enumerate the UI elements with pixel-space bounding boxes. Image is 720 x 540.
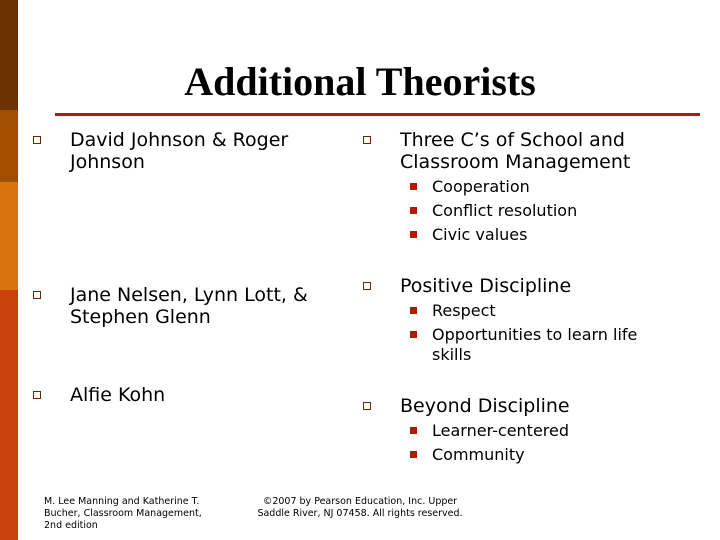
footer-citation: M. Lee Manning and Katherine T. Bucher, Classroom Management, 2nd edition [44,496,202,531]
sub-item-respect: Respect [432,301,496,320]
left-item-nelsen: Jane Nelsen, Lynn Lott, & Stephen Glenn [70,284,308,328]
sub-item-learner-centered: Learner-centered [432,421,570,440]
decorative-stripe-orange [0,182,18,290]
hollow-square-bullet-icon [363,282,371,290]
left-item-kohn: Alfie Kohn [70,384,166,406]
decorative-stripe-brown [0,110,18,182]
hollow-square-bullet-icon [33,136,41,144]
filled-square-bullet-icon [410,427,417,434]
slide-title: Additional Theorists [184,59,536,104]
right-item-three-cs: Three C’s of School and Classroom Management [400,129,631,173]
filled-square-bullet-icon [410,207,417,214]
hollow-square-bullet-icon [363,136,371,144]
sub-item-life-skills: Opportunities to learn life skills [432,325,638,364]
right-item-beyond-discipline: Beyond Discipline [400,395,570,417]
sub-item-cooperation: Cooperation [432,177,530,196]
sub-item-civic-values: Civic values [432,225,528,244]
filled-square-bullet-icon [410,331,417,338]
sub-item-community: Community [432,445,525,464]
sub-item-conflict-resolution: Conflict resolution [432,201,578,220]
footer-copyright: ©2007 by Pearson Education, Inc. Upper Saddle River, NJ 07458. All rights reserved. [257,496,463,519]
title-underline [55,113,700,116]
filled-square-bullet-icon [410,183,417,190]
hollow-square-bullet-icon [33,291,41,299]
decorative-stripe-red [0,290,18,540]
filled-square-bullet-icon [410,307,417,314]
filled-square-bullet-icon [410,231,417,238]
hollow-square-bullet-icon [33,391,41,399]
right-item-positive-discipline: Positive Discipline [400,275,572,297]
left-item-johnson: David Johnson & Roger Johnson [70,129,289,173]
hollow-square-bullet-icon [363,402,371,410]
filled-square-bullet-icon [410,451,417,458]
